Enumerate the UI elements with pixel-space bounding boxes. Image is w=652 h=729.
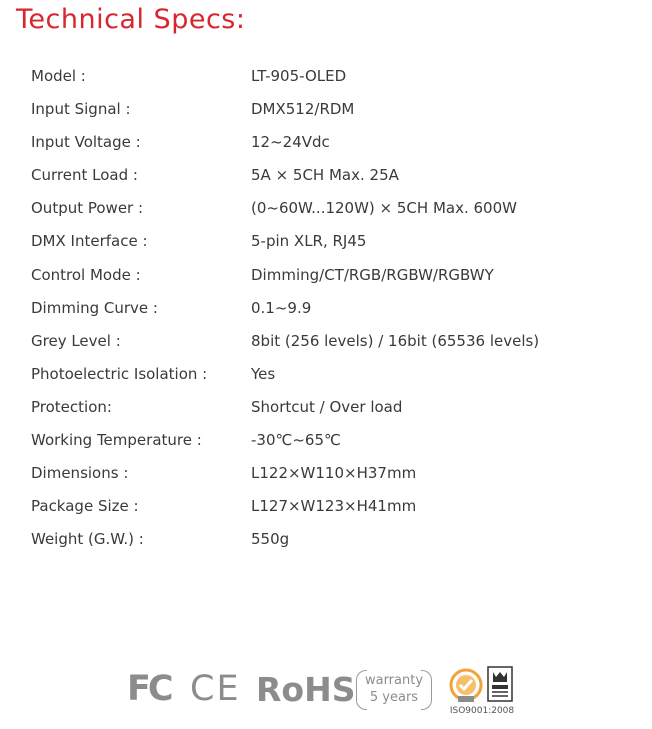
spec-row: [31, 329, 631, 362]
spec-value: 5-pin XLR, RJ45: [251, 232, 367, 251]
spec-value: L122×W110×H37mm: [251, 464, 417, 483]
warranty-years: 5 years: [369, 690, 419, 705]
spec-row: [31, 527, 631, 560]
spec-label: DMX Interface :: [31, 232, 148, 251]
iso-label: ISO9001:2008: [449, 706, 515, 716]
warranty-badge: [356, 670, 432, 710]
spec-value: Dimming/CT/RGB/RGBW/RGBWY: [251, 265, 494, 284]
warranty-text: warranty: [364, 673, 424, 688]
spec-row: [31, 494, 631, 527]
spec-value: DMX512/RDM: [251, 100, 355, 119]
ukas-crown-icon: [487, 666, 513, 704]
spec-label: Weight (G.W.) :: [31, 530, 144, 549]
spec-label: Input Voltage :: [31, 133, 141, 152]
spec-row: [31, 461, 631, 494]
spec-value: 550g: [251, 530, 290, 549]
spec-label: Dimensions :: [31, 464, 129, 483]
spec-label: Current Load :: [31, 166, 138, 185]
spec-label: Input Signal :: [31, 100, 131, 119]
spec-row: [31, 395, 631, 428]
spec-row: [31, 97, 631, 130]
spec-label: Photoelectric Isolation :: [31, 364, 208, 383]
certification-logos: [0, 662, 652, 722]
spec-label: Package Size :: [31, 497, 139, 516]
spec-row: [31, 64, 631, 97]
spec-row: [31, 362, 631, 395]
spec-label: Dimming Curve :: [31, 298, 158, 317]
spec-row: [31, 130, 631, 163]
spec-table: [31, 64, 631, 560]
spec-label: Model :: [31, 67, 86, 85]
spec-row: [31, 163, 631, 196]
spec-row: [31, 263, 631, 296]
spec-row: [31, 196, 631, 229]
spec-value: LT-905-OLED: [251, 67, 347, 85]
fc-logo: FC: [127, 669, 171, 709]
spec-value: Yes: [251, 364, 276, 383]
spec-value: 8bit (256 levels) / 16bit (65536 levels): [251, 331, 540, 350]
spec-label: Output Power :: [31, 199, 144, 218]
rohs-logo: RoHS: [256, 670, 356, 709]
sgs-seal-icon: [449, 666, 483, 704]
spec-value: Shortcut / Over load: [251, 397, 403, 416]
spec-value: 5A × 5CH Max. 25A: [251, 166, 399, 185]
page-title: Technical Specs:: [16, 4, 246, 35]
spec-label: Control Mode :: [31, 265, 141, 284]
iso-badge: [449, 666, 515, 718]
ce-logo: CE: [190, 669, 241, 709]
spec-value: L127×W123×H41mm: [251, 497, 417, 516]
spec-value: 12~24Vdc: [251, 133, 330, 152]
spec-label: Working Temperature :: [31, 431, 202, 450]
spec-label: Grey Level :: [31, 331, 121, 350]
spec-row: [31, 296, 631, 329]
spec-label: Protection:: [31, 397, 112, 416]
spec-value: (0~60W...120W) × 5CH Max. 600W: [251, 199, 517, 218]
spec-value: 0.1~9.9: [251, 298, 312, 317]
spec-value: -30℃~65℃: [251, 431, 341, 450]
spec-row: [31, 229, 631, 262]
spec-row: [31, 428, 631, 461]
